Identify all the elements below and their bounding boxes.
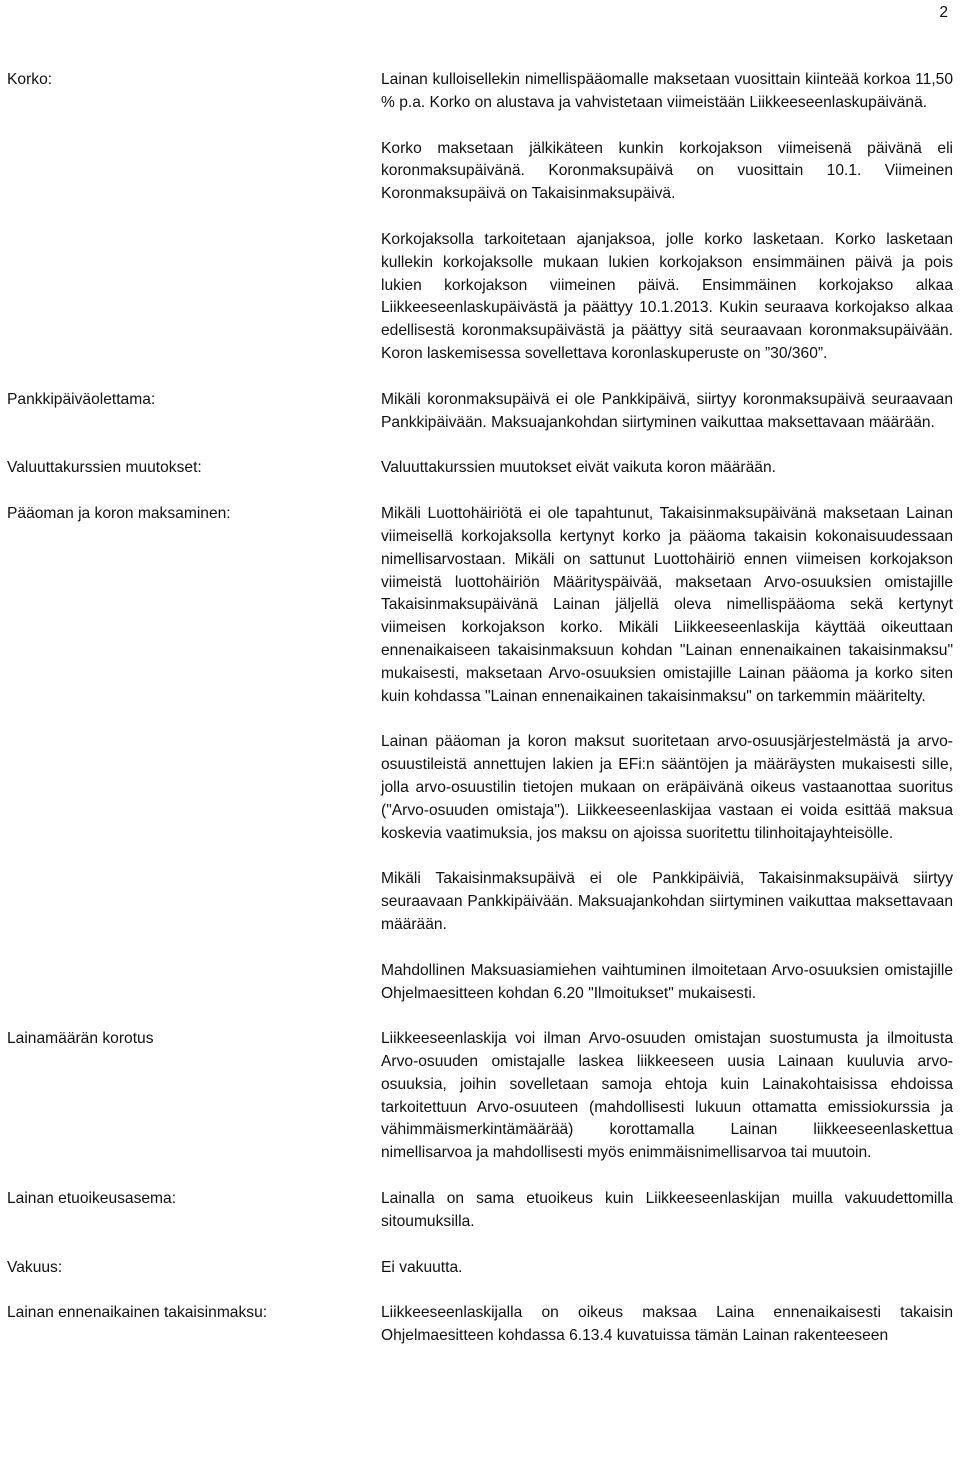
- terms-document: [7, 69, 953, 1348]
- paragraph: Liikkeeseenlaskijalla on oikeus maksaa Laina ennenaikaisesti takaisin Ohjelmaesitteen kohdassa 6.13.4 kuvatuissa tämän Lainan rakenteeseen: [381, 1304, 953, 1345]
- paragraph: Lainan kulloisellekin nimellispääomalle maksetaan vuosittain kiinteää korkoa 11,50 % p.a. Korko on alustava ja vahvistetaan viimeistään Liikkeeseenlaskupäivänä.: [381, 71, 953, 111]
- section-pankkipaivaolettama: [7, 389, 953, 435]
- section-paaoman-maksaminen: [7, 503, 953, 1005]
- paragraph: Mikäli Luottohäiriötä ei ole tapahtunut, Takaisinmaksupäivänä maksetaan Lainan viimeisellä korkojaksolla kertynyt korko ja pääoma takaisin kokonaisuudessaan nimellisarvostaan. Mikäli on sattunut Luottohäiriö ennen viimeisen korkojakson viimeistä luottohäiriön Määrityspäivää, maksetaan Arvo-osuuksien omistajille Takaisinmaksupäivänä Lainan jäljellä oleva nimellispääoma sekä kertynyt viimeisen korkojakson korko. Mikäli Liikkeeseenlaskija käyttää oikeuttaan ennenaikaiseen takaisinmaksuun kohdan "Lainan ennenaikainen takaisinmaksu" mukaisesti, maksetaan Arvo-osuuksien omistajille Lainan pääoma ja korko siten kuin kohdassa "Lainan ennenaikainen takaisinmaksu" on tarkemmin määritelty.: [381, 505, 953, 705]
- section-korko: [7, 69, 953, 366]
- paragraph: Liikkeeseenlaskija voi ilman Arvo-osuuden omistajan suostumusta ja ilmoitusta Arvo-osuuden omistajalle laskea liikkeeseen uusia Lainaan kuuluvia arvo-osuuksia, joihin sovelletaan samoja ehtoja kuin Lainakohtaisissa ehdoissa tarkoitettuun Arvo-osuuteen (mahdollisesti lukuun ottamatta emissiokurssia ja vähimmäismerkintämäärää) korottamalla Lainan liikkeeseenlaskettua nimellisarvoa ja mahdollisesti myös enimmäisnimellisarvoa tai muutoin.: [381, 1030, 953, 1162]
- section-label: Valuuttakurssien muutokset:: [7, 459, 202, 477]
- section-valuuttakurssit: [7, 457, 953, 480]
- paragraph: Lainalla on sama etuoikeus kuin Liikkeeseenlaskijan muilla vakuudettomilla sitoumuksilla.: [381, 1190, 953, 1230]
- section-label: Lainan ennenaikainen takaisinmaksu:: [7, 1304, 268, 1322]
- page-number: 2: [939, 4, 948, 21]
- section-label: Korko:: [7, 71, 53, 88]
- section-label: Vakuus:: [7, 1258, 63, 1276]
- section-body: [381, 1028, 953, 1165]
- paragraph: Mahdollinen Maksuasiamiehen vaihtuminen ilmoitetaan Arvo-osuuksien omistajille Ohjelmaesitteen kohdan 6.20 "Ilmoitukset" mukaisesti.: [381, 961, 953, 1002]
- paragraph: Mikäli Takaisinmaksupäivä ei ole Pankkipäiviä, Takaisinmaksupäivä siirtyy seuraavaan Pankkipäivään. Maksuajankohdan siirtyminen vaikuttaa maksettavaan määrään.: [381, 870, 953, 933]
- paragraph: Ei vakuutta.: [381, 1258, 463, 1276]
- section-body: [381, 1257, 953, 1280]
- section-body: [381, 1188, 953, 1234]
- section-label: Pankkipäiväolettama:: [7, 390, 156, 408]
- paragraph: Korko maksetaan jälkikäteen kunkin korkojakson viimeisenä päivänä eli koronmaksupäivänä. Koronmaksupäivä on vuosittain 10.1. Viimeinen Koronmaksupäivä on Takaisinmaksupäivä.: [381, 139, 953, 203]
- section-lainamaaran-korotus: [7, 1028, 953, 1165]
- section-body: [381, 1302, 953, 1348]
- section-label: Lainamäärän korotus: [7, 1030, 154, 1048]
- section-ennenaikainen-takaisinmaksu: [7, 1302, 953, 1348]
- section-vakuus: [7, 1257, 953, 1280]
- section-body: [381, 389, 953, 435]
- section-label: Lainan etuoikeusasema:: [7, 1190, 177, 1208]
- section-label: Pääoman ja koron maksaminen:: [7, 505, 231, 523]
- paragraph: Valuuttakurssien muutokset eivät vaikuta koron määrään.: [381, 459, 776, 477]
- paragraph: Mikäli koronmaksupäivä ei ole Pankkipäivä, siirtyy koronmaksupäivä seuraavaan Pankkipäivään. Maksuajankohdan siirtyminen vaikuttaa maksettavaan määrään.: [381, 390, 953, 431]
- section-etuoikeusasema: [7, 1188, 953, 1234]
- paragraph: Lainan pääoman ja koron maksut suoritetaan arvo-osuusjärjestelmästä ja arvo-osuustileistä annettujen lakien ja EFi:n sääntöjen ja määräysten mukaisesti sille, jolla arvo-osuustilin tietojen mukaan on eräpäivänä oikeus vastaanottaa suoritus ("Arvo-osuuden omistaja"). Liikkeeseenlaskijaa vastaan ei voida esittää maksua koskevia vaatimuksia, jos maksu on ajoissa suoritettu tilinhoitajayhteisölle.: [381, 733, 953, 842]
- paragraph: Korkojaksolla tarkoitetaan ajanjaksoa, jolle korko lasketaan. Korko lasketaan kullekin korkojaksolle mukaan lukien korkojakson ensimmäinen päivä ja pois lukien korkojakson viimeinen päivä. Ensimmäinen korkojakso alkaa Liikkeeseenlaskupäivästä ja päättyy 10.1.2013. Kukin seuraava korkojakso alkaa edellisestä koronmaksupäivästä ja päättyy sitä seuraavaan koronmaksupäivään. Koron laskemisessa sovellettava koronlaskuperuste on ”30/360”.: [381, 230, 953, 362]
- section-body: [381, 503, 953, 1005]
- section-body: [381, 457, 953, 480]
- section-body: [381, 69, 953, 366]
